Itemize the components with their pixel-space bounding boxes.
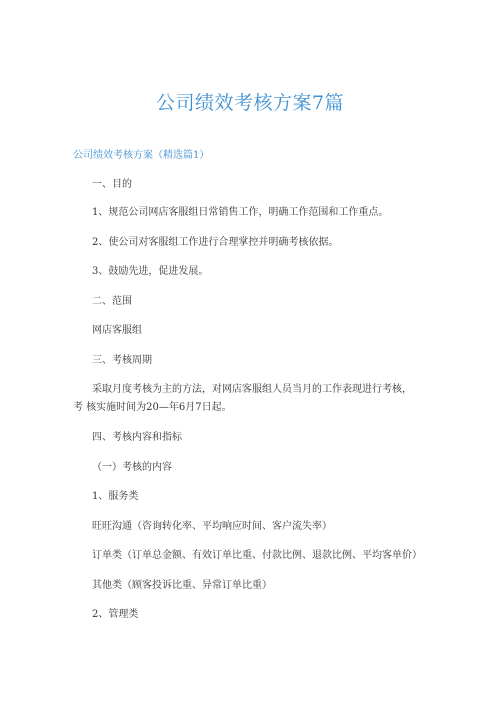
document-subtitle: 公司绩效考核方案（精选篇1） xyxy=(73,150,210,161)
paragraph: 1、规范公司网店客服组日常销售工作，明确工作范围和工作重点。 xyxy=(92,207,389,218)
paragraph: 2、管理类 xyxy=(92,609,139,620)
paragraph: 网店客服组 xyxy=(92,325,142,336)
document-title: 公司绩效考核方案7篇 xyxy=(155,92,345,114)
paragraph: 采取月度考核为主的方法，对网店客服组人员当月的工作表现进行考核，考 核实施时间为20—年6月7日起。 xyxy=(73,384,412,413)
heading-content: 四、考核内容和指标 xyxy=(92,432,182,443)
paragraph: 2、使公司对客服组工作进行合理掌控并明确考核依据。 xyxy=(92,237,339,248)
heading-scope: 二、范围 xyxy=(92,296,132,307)
paragraph: 其他类（顾客投诉比重、异常订单比重） xyxy=(92,580,272,591)
heading-purpose: 一、目的 xyxy=(92,179,132,190)
paragraph: 1、服务类 xyxy=(92,491,139,502)
paragraph: 旺旺沟通（咨询转化率、平均响应时间、客户流失率） xyxy=(92,521,332,532)
heading-cycle: 三、考核周期 xyxy=(92,355,152,366)
paragraph: 订单类（订单总金额、有效订单比重、付款比例、退款比例、平均客单价） xyxy=(92,550,422,561)
paragraph: 3、鼓励先进，促进发展。 xyxy=(92,266,209,277)
paragraph: （一）考核的内容 xyxy=(92,462,172,473)
